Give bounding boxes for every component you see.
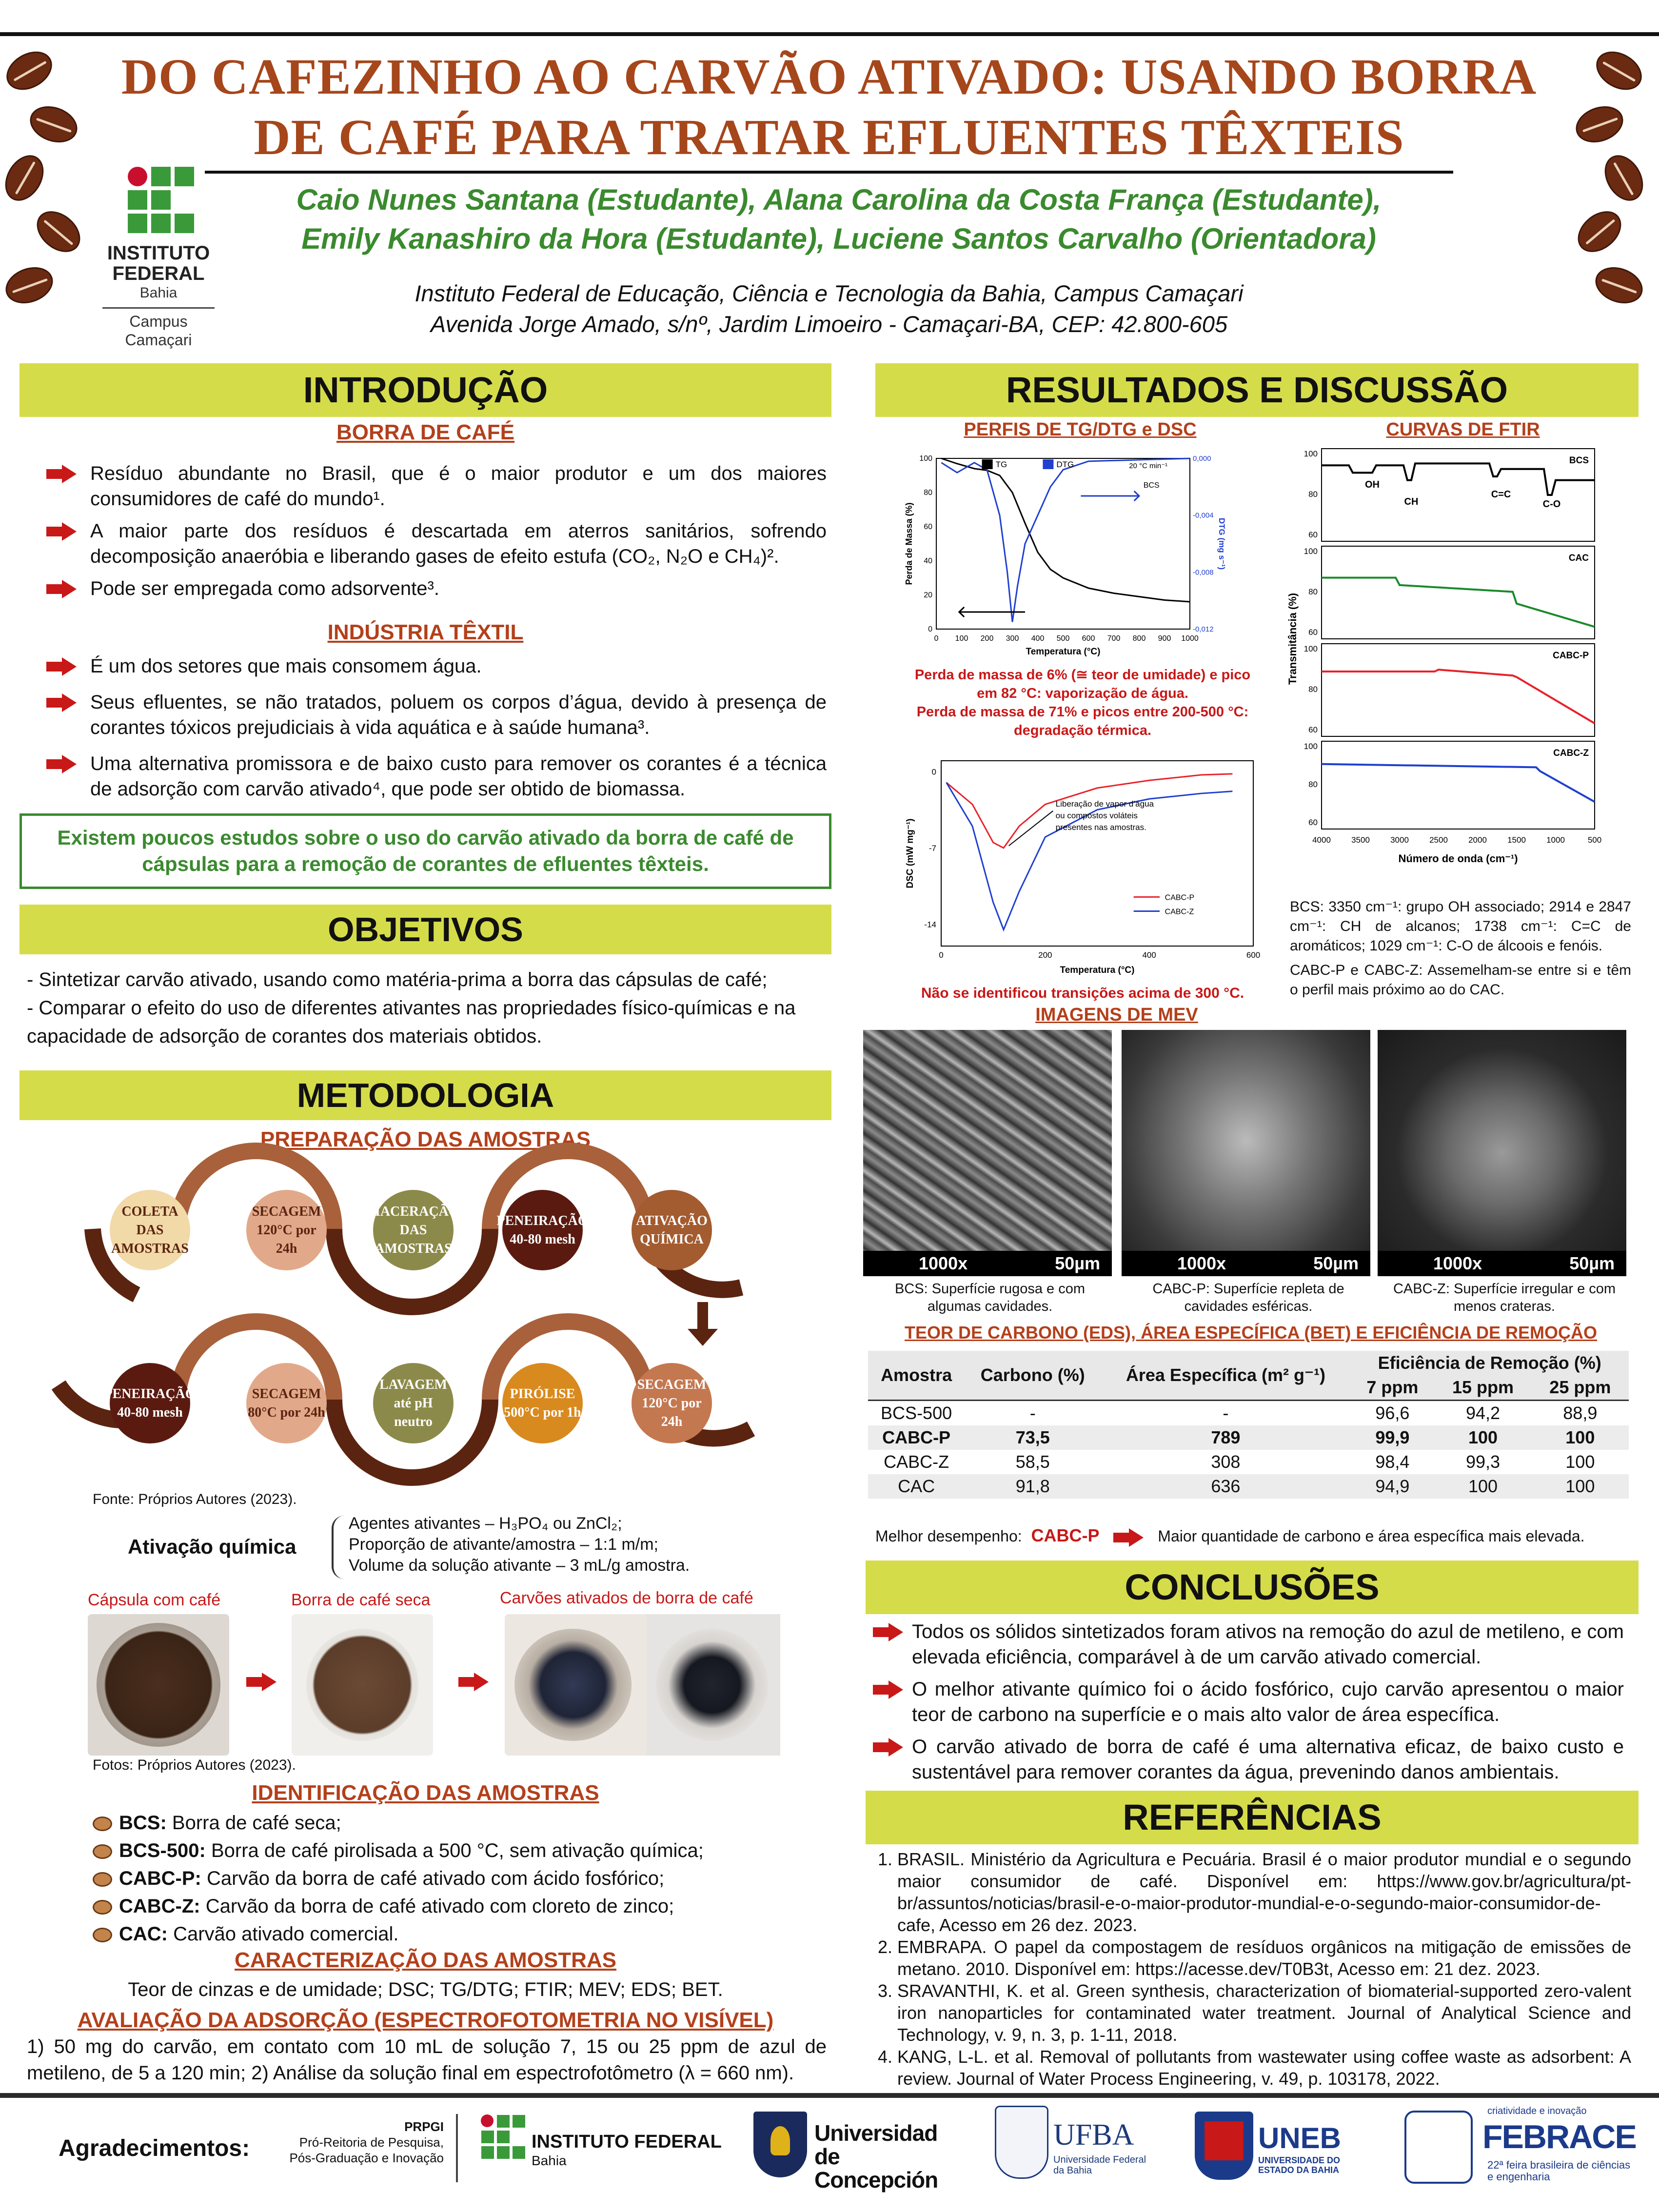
crest-icon	[995, 2106, 1048, 2179]
id-item: CABC-Z: Carvão da borra de café ativado com cloreto de zinco;	[93, 1893, 704, 1920]
step-lavagem: LAVAGEM até pH neutro	[373, 1363, 454, 1443]
x-axis-label: Número de onda (cm⁻¹)	[1398, 852, 1518, 865]
reference-item: 1. BRASIL. Ministério da Agricultura e Pecuária. Brasil é o maior produtor mundial e o segundo maior consumidor de café. Disponível em: https://www.gov.br/agricultura/pt-br/assuntos/noticias/brasil-e-o-maior-produtor-mundial-e-o-segundo-maior-consumidor-de-cafe, Acesso em 26 dez. 2023.	[897, 1848, 1631, 1936]
x-tick-label: 600	[1246, 950, 1261, 960]
peak-label: C-O	[1542, 499, 1561, 510]
coffee-bean-icon	[93, 1900, 112, 1915]
th-carbono: Carbono (%)	[980, 1365, 1085, 1385]
x-tick-label: 100	[955, 634, 968, 643]
title-rule	[205, 171, 1453, 174]
fonte-1: Fonte: Próprios Autores (2023).	[93, 1491, 297, 1507]
tg-line	[941, 458, 1190, 602]
dsc-annotation: presentes nas amostras.	[1055, 822, 1146, 832]
y-tick-label: -7	[928, 843, 936, 853]
x-tick-label: 400	[1142, 950, 1156, 960]
sub-caracterizacao: CARACTERIZAÇÃO DAS AMOSTRAS	[234, 1948, 617, 1972]
divider	[456, 2114, 458, 2182]
peak-label: C=C	[1491, 489, 1511, 500]
coffee-beans-right	[1575, 44, 1658, 346]
series-label: BCS	[1569, 455, 1589, 466]
y-tick-label: 20	[924, 591, 932, 599]
y-axis-label: DSC (mW mg⁻¹)	[905, 818, 915, 889]
conclusoes-heading: CONCLUSÕES	[866, 1560, 1639, 1614]
x-tick-label: 400	[1031, 634, 1045, 643]
th-eficiencia: Eficiência de Remoção (%)	[1378, 1353, 1601, 1373]
referencias-heading: REFERÊNCIAS	[866, 1791, 1639, 1844]
step-secagem-80: SECAGEM 80°C por 24h	[246, 1363, 327, 1443]
id-item: BCS-500: Borra de café pirolisada a 500 °C, sem ativação química;	[93, 1837, 704, 1865]
step-peneiracao: PENEIRAÇÃO 40-80 mesh	[502, 1190, 583, 1270]
arrow-icon	[458, 1673, 489, 1691]
series-label: CABC-P	[1553, 651, 1589, 661]
top-rule	[0, 32, 1659, 36]
y-tick-label: 100	[919, 454, 932, 463]
fonte-2: Fotos: Próprios Autores (2023).	[93, 1757, 296, 1773]
udec-logo: Universidad de Concepción	[753, 2112, 963, 2180]
references-list	[873, 1848, 1631, 2090]
x-tick-label: 300	[1006, 634, 1019, 643]
peak-label: CH	[1404, 496, 1419, 507]
agradecimentos-label: Agradecimentos:	[59, 2135, 250, 2161]
arrow-right-icon	[1081, 491, 1139, 501]
arrow-icon	[46, 580, 77, 598]
dsc-note: Não se identificou transições acima de 300 °C.	[921, 985, 1244, 1001]
x-tick-label: 4000	[1312, 835, 1331, 845]
sub-preparacao: PREPARAÇÃO DAS AMOSTRAS	[260, 1127, 591, 1151]
id-item: CAC: Carvão ativado comercial.	[93, 1920, 704, 1948]
arrow-icon	[873, 1623, 903, 1641]
reference-item: 4. KANG, L-L. et al. Removal of pollutants from wastewater using coffee waste as adsorbent: A review. Journal of Water Process Engineering, v. 49, p. 103178, 2022.	[897, 2046, 1631, 2090]
y-tick-label: 80	[1308, 685, 1318, 694]
y-tick-label: 100	[1304, 644, 1318, 653]
table-row: CABC-Z 58,5 308 98,4 99,3 100	[884, 1452, 1595, 1472]
ftir-chart	[1287, 444, 1600, 873]
sub-mev: IMAGENS DE MEV	[1035, 1005, 1198, 1025]
y-tick-label: 60	[1308, 530, 1318, 539]
intro-bullets-1: Resíduo abundante no Brasil, que é o maior produtor e um dos maiores consumidores de café do mundo¹. A maior parte dos resíduos é descartada em aterros sanitários, sofrendo decomposição anaeróbia e liberando gases de efeito estufa (CO₂, N₂O e CH₄)². Pode ser empregada como adsorvente³.	[46, 461, 827, 601]
rate-annotation: 20 °C min⁻¹	[1129, 462, 1168, 470]
x-tick-label: 0	[939, 950, 944, 960]
y-tick-label: 0	[928, 625, 932, 633]
x-tick-label: 700	[1107, 634, 1121, 643]
arrow-icon	[246, 1673, 276, 1691]
ativacao-list: Agentes ativantes – H₃PO₄ ou ZnCl₂; Proporção de ativante/amostra – 1:1 m/m; Volume da solução ativante – 3 mL/g amostra.	[349, 1514, 690, 1575]
febrace-logo: criatividade e inovação FEBRACE 22ª feira brasileira de ciências e engenharia	[1404, 2106, 1639, 2189]
mev-cabc-z: 1000x 50µm	[1378, 1030, 1626, 1276]
y2-tick-label: 0,000	[1193, 454, 1211, 463]
x-tick-label: 500	[1587, 835, 1602, 845]
y-tick-label: -14	[924, 920, 936, 929]
x-tick-label: 900	[1158, 634, 1171, 643]
y-tick-label: 80	[1308, 587, 1318, 596]
coffee-bean-icon	[93, 1928, 112, 1942]
coffee-bean-icon	[93, 1817, 112, 1831]
y-tick-label: 100	[1304, 742, 1318, 751]
y2-axis-label: DTG (mg s⁻¹)	[1217, 517, 1226, 570]
intro-heading: INTRODUÇÃO	[20, 363, 831, 417]
x-tick-label: 3000	[1390, 835, 1409, 845]
step-secagem-120: SECAGEM 120°C por 24h	[246, 1190, 327, 1270]
if-footer-logo: INSTITUTO FEDERAL Bahia	[480, 2114, 734, 2182]
authors: Caio Nunes Santana (Estudante), Alana Carolina da Costa França (Estudante), Emily Kanashiro da Hora (Estudante), Luciene Santos Carvalho (Orientadora)	[296, 183, 1382, 255]
y-axis-label: Transmitância (%)	[1286, 592, 1299, 685]
y-tick-label: 40	[924, 557, 932, 565]
id-item: CABC-P: Carvão da borra de café ativado com ácido fosfórico;	[93, 1865, 704, 1893]
table-row: CABC-P 73,5 789 99,9 100 100	[868, 1425, 1629, 1450]
caracterizacao-text: Teor de cinzas e de umidade; DSC; TG/DTG; FTIR; MEV; EDS; BET.	[128, 1979, 723, 2000]
dsc-annotation: Liberação de vapor d’água	[1055, 799, 1154, 809]
photo-label-2: Borra de café seca	[291, 1591, 431, 1609]
poster-title: DO CAFEZINHO AO CARVÃO ATIVADO: USANDO BORRA DE CAFÉ PARA TRATAR EFLUENTES TÊXTEIS	[121, 49, 1537, 165]
arrow-icon	[46, 755, 77, 773]
x-tick-label: 2000	[1468, 835, 1487, 845]
y2-tick-label: -0,012	[1193, 625, 1214, 633]
tg-dtg-chart	[902, 444, 1263, 663]
x-axis-label: Temperatura (°C)	[1060, 965, 1135, 975]
if-logo-icon	[480, 2114, 529, 2168]
results-table: Amostra Carbono (%) Área Específica (m² g⁻¹) Eficiência de Remoção (%) 7 ppm 15 ppm 25 ppm BCS-500 - - 96,6 94,2 88,9 CABC-P 73,5 789 99,9 100 100 CABC-Z 58,5 308 98,4 99,3 100 CAC 91,8 636 94,9 100 100	[868, 1351, 1629, 1499]
x-axis-label: Temperatura (°C)	[1026, 647, 1101, 657]
reference-item: 3. SRAVANTHI, K. et al. Green synthesis, characterization of biomaterial-supported zero-valent iron nanoparticles for contaminated water treatment. Journal of Analytical Science and Technology, v. 9, n. 3, p. 1-11, 2018.	[897, 1980, 1631, 2046]
photo-capsula	[88, 1614, 229, 1756]
photo-label-1: Cápsula com café	[88, 1591, 221, 1609]
objetivos-text: - Sintetizar carvão ativado, usando como matéria-prima a borra das cápsulas de café; - Comparar o efeito do uso de diferentes ativantes nas propriedades físico-químicas e na capacidade de adsorção de corantes dos materiais obtidos.	[27, 969, 796, 1047]
th-amostra: Amostra	[881, 1365, 952, 1385]
dsc-annotation: ou compostos voláteis	[1055, 810, 1138, 820]
step-peneiracao-2: PENEIRAÇÃO 40-80 mesh	[110, 1363, 190, 1443]
arrow-icon	[1113, 1528, 1144, 1547]
arrow-icon	[46, 465, 77, 483]
x-tick-label: 200	[1038, 950, 1052, 960]
series-label: CAC	[1568, 553, 1589, 563]
x-tick-label: 500	[1056, 634, 1070, 643]
arrow-icon	[873, 1738, 903, 1757]
sub-industria: INDÚSTRIA TÊXTIL	[327, 620, 524, 644]
ftir-note: BCS: 3350 cm⁻¹: grupo OH associado; 2914 e 2847 cm⁻¹: CH de alcanos; 1738 cm⁻¹: C=C de aromáticos; 1029 cm⁻¹: C-O de álcoois e fenóis. CABC-P e CABC-Z: Assemelham-se entre si e têm o perfil mais próximo ao do CAC.	[1290, 899, 1631, 998]
x-tick-label: 200	[980, 634, 994, 643]
step-maceracao: MACERAÇÃO DAS AMOSTRAS	[373, 1190, 454, 1270]
coffee-bean-icon	[93, 1844, 112, 1859]
arrow-left-icon	[959, 607, 1025, 617]
sub-avaliacao: AVALIAÇÃO DA ADSORÇÃO (ESPECTROFOTOMETRIA NO VISÍVEL)	[77, 2008, 774, 2032]
x-tick-label: 600	[1082, 634, 1095, 643]
y-tick-label: 60	[1308, 725, 1318, 734]
table-row: CAC 91,8 636 94,9 100 100	[868, 1474, 1629, 1499]
id-item: BCS: Borra de café seca;	[93, 1809, 704, 1837]
arrow-icon	[46, 522, 77, 541]
mev-caption-3: CABC-Z: Superfície irregular e com menos crateras.	[1393, 1281, 1616, 1314]
sub-tg: PERFIS DE TG/DTG e DSC	[964, 419, 1197, 440]
plot-frame	[1322, 546, 1595, 639]
th-area: Área Específica (m² g⁻¹)	[1126, 1365, 1325, 1385]
if-logo-icon	[127, 166, 200, 239]
series-label: CABC-Z	[1553, 748, 1589, 758]
mev-bcs: 1000x 50µm	[863, 1030, 1112, 1276]
y-tick-label: 60	[1308, 818, 1318, 827]
y-tick-label: 100	[1304, 449, 1318, 458]
photo-carvoes	[505, 1614, 780, 1756]
ftir-line-cabc-z	[1322, 764, 1595, 802]
coffee-beans-left	[0, 44, 83, 346]
y-tick-label: 60	[924, 523, 932, 531]
x-tick-label: 800	[1132, 634, 1146, 643]
legend-dtg: DTG	[1056, 460, 1074, 469]
conclusoes-list: Todos os sólidos sintetizados foram ativos na remoção do azul de metileno, e com elevada eficiência, comparável à de um carvão ativado comercial. O melhor ativante químico foi o ácido fosfórico, cujo carvão apresentou o maior teor de carbono na superfície e o mais alto valor de área específica. O carvão ativado de borra de café é uma alternativa eficaz, de baixo custo e sustentável para remover corantes da água, prevenindo danos ambientais.	[873, 1619, 1624, 1785]
legend-tg: TG	[995, 460, 1007, 469]
legend-tg-swatch	[982, 459, 993, 469]
y-tick-label: 80	[1308, 780, 1318, 789]
if-logo: INSTITUTO FEDERAL Bahia Campus Camaçari	[93, 166, 224, 356]
y2-tick-label: -0,008	[1193, 568, 1214, 577]
reference-item: 2. EMBRAPA. O papel da compostagem de resíduos orgânicos na mitigação de emissões de metano. 2010. Disponível em: https://acesse.dev/T0B3t, Acesso em: 21 dez. 2023.	[897, 1936, 1631, 1980]
photo-borra	[292, 1614, 433, 1756]
id-list	[93, 1809, 704, 1948]
y2-tick-label: -0,004	[1193, 511, 1214, 520]
sub-identificacao: IDENTIFICAÇÃO DAS AMOSTRAS	[252, 1781, 599, 1805]
prpgi-logo: PRPGI Pró-Reitoria de Pesquisa, Pós-Graduação e Inovação	[289, 2119, 444, 2165]
metodologia-heading: METODOLOGIA	[20, 1070, 831, 1120]
x-tick-label: 2500	[1429, 835, 1448, 845]
y-tick-label: 0	[931, 767, 936, 777]
ftir-line-cabc-p	[1322, 670, 1595, 723]
x-tick-label: 3500	[1351, 835, 1370, 845]
mev-caption-2: CABC-P: Superfície repleta de cavidades esféricas.	[1152, 1281, 1344, 1314]
institution: Instituto Federal de Educação, Ciência e Tecnologia da Bahia, Campus Camaçari Avenida Jorge Amado, s/nº, Jardim Limoeiro - Camaçari-BA, CEP: 42.800-605	[415, 280, 1244, 337]
legend-label: CABC-Z	[1165, 908, 1194, 916]
ftir-line-bcs	[1322, 463, 1595, 495]
robot-icon	[1404, 2111, 1473, 2184]
ativacao-label: Ativação química	[128, 1535, 296, 1558]
ufba-logo: UFBA Universidade Federal da Bahia	[995, 2106, 1180, 2184]
peak-label: OH	[1365, 479, 1380, 490]
shield-icon	[1195, 2112, 1253, 2180]
sample-annotation: BCS	[1143, 481, 1160, 490]
dsc-chart	[902, 751, 1263, 985]
avaliacao-text: 1) 50 mg do carvão, em contato com 10 mL de solução 7, 15 ou 25 ppm de azul de metileno, de 5 a 120 min; 2) Análise da solução final em espectrofotômetro (λ = 660 nm).	[27, 2036, 827, 2084]
shield-icon	[753, 2112, 807, 2177]
resultados-heading: RESULTADOS E DISCUSSÃO	[875, 363, 1639, 417]
arrow-icon	[46, 693, 77, 712]
ativacao-brace	[332, 1516, 344, 1579]
coffee-bean-icon	[93, 1872, 112, 1887]
y-tick-label: 80	[1308, 490, 1318, 499]
photo-label-3: Carvões ativados de borra de café	[500, 1589, 753, 1607]
arrow-icon	[873, 1680, 903, 1699]
intro-highlight-box: Existem poucos estudos sobre o uso do carvão ativado da borra de café de cápsulas para a remoção de corantes de efluentes têxteis.	[20, 813, 831, 889]
mev-cabc-p: 1000x 50µm	[1122, 1030, 1370, 1276]
table-row: BCS-500 - - 96,6 94,2 88,9	[881, 1403, 1598, 1423]
step-pirolise: PIRÓLISE 500°C por 1h	[502, 1363, 583, 1443]
arrow-icon	[46, 657, 77, 676]
step-secagem-120b: SECAGEM 120°C por 24h	[632, 1363, 712, 1443]
legend-label: CABC-P	[1165, 893, 1195, 902]
sub-eds: TEOR DE CARBONO (EDS), ÁREA ESPECÍFICA (BET) E EFICIÊNCIA DE REMOÇÃO	[904, 1323, 1598, 1343]
x-tick-label: 1000	[1181, 634, 1199, 643]
uneb-logo: UNEB UNIVERSIDADE DO ESTADO DA BAHIA	[1195, 2112, 1361, 2185]
objetivos-heading: OBJETIVOS	[20, 905, 831, 954]
x-tick-label: 1000	[1546, 835, 1565, 845]
mev-caption-1: BCS: Superfície rugosa e com algumas cavidades.	[894, 1281, 1086, 1314]
x-tick-label: 0	[934, 634, 939, 643]
sub-ftir: CURVAS DE FTIR	[1386, 419, 1540, 440]
step-ativacao: ATIVAÇÃO QUÍMICA	[632, 1190, 712, 1270]
ftir-line-cac	[1322, 578, 1595, 627]
y-tick-label: 80	[924, 489, 932, 497]
x-tick-label: 1500	[1507, 835, 1526, 845]
sub-borra: BORRA DE CAFÉ	[336, 420, 515, 444]
y-tick-label: 100	[1304, 547, 1318, 556]
step-coleta: COLETA DAS AMOSTRAS	[110, 1190, 190, 1270]
intro-bullets-2: É um dos setores que mais consomem água. Seus efluentes, se não tratados, poluem os corpos d’água, devido à presença de corantes tóxicos prejudiciais à vida aquática e à saúde humana³. Uma alternativa promissora e de baixo custo para remover os corantes é a técnica de adsorção com carvão ativado⁴, que pode ser obtido de biomassa.	[46, 653, 827, 802]
bottom-rule	[0, 2093, 1659, 2098]
tg-note: Perda de massa de 6% (≅ teor de umidade) e pico em 82 °C: vaporização de água. Perda de massa de 71% e picos entre 200-500 °C: degradação térmica.	[914, 667, 1251, 738]
y-axis-label: Perda de Massa (%)	[904, 502, 914, 585]
legend-dtg-swatch	[1043, 459, 1053, 469]
y-tick-label: 60	[1308, 628, 1318, 637]
melhor-desempenho: Melhor desempenho: CABC-P Maior quantidade de carbono e área específica mais elevada.	[875, 1525, 1636, 1547]
